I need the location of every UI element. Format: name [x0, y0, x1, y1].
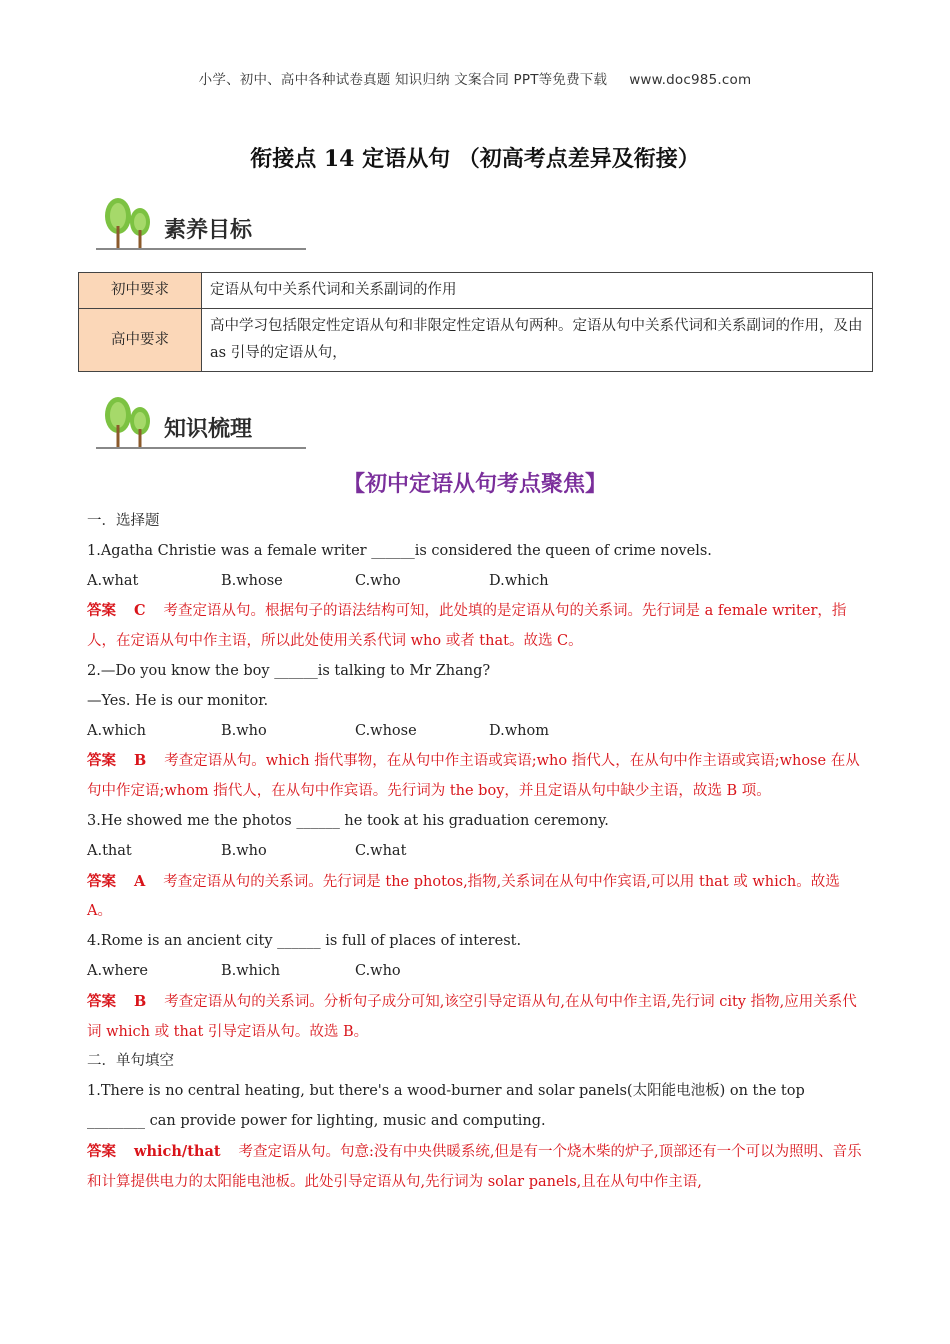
answer-value: A — [134, 872, 146, 890]
option: C.who — [355, 962, 401, 979]
option: A.that — [87, 842, 132, 859]
tree-icon — [96, 196, 162, 254]
answer-value: B — [134, 752, 147, 770]
section-banner-knowledge — [96, 395, 306, 453]
option: A.where — [87, 962, 148, 979]
option: D.which — [489, 572, 549, 589]
option: C.whose — [355, 722, 417, 739]
question-stem: 3.He showed me the photos ______ he took at his graduation ceremony. — [87, 812, 609, 829]
question-options — [87, 717, 867, 747]
header-url[interactable]: www.doc985.com — [629, 72, 752, 88]
option: C.what — [355, 842, 407, 859]
answer-explanation: 考查定语从句的关系词。分析句子成分可知,该空引导定语从句,在从句中作主语,先行词 city 指物,应用关系代词 which 或 that 引导定语从句。故选 B。 — [87, 993, 857, 1040]
requirement-text: 定语从句中关系代词和关系副词的作用 — [202, 273, 873, 309]
answer-block — [87, 867, 867, 928]
option: B.who — [221, 722, 267, 739]
requirement-label: 高中要求 — [79, 309, 202, 372]
option: B.which — [221, 962, 281, 979]
answer-block — [87, 1137, 867, 1198]
site-header — [0, 68, 950, 88]
question-options — [87, 567, 867, 597]
part1-title: 一．选择题 — [87, 513, 160, 529]
requirements-table — [78, 272, 873, 372]
option: A.which — [87, 722, 146, 739]
table-row — [79, 273, 873, 309]
answer-block — [87, 746, 867, 807]
document-title: 衔接点 14 定语从句 （初高考点差异及衔接） — [250, 146, 700, 172]
option: A.what — [87, 572, 139, 589]
question-stem: 1.There is no central heating, but there's a wood-burner and solar panels(太阳能电池板) on the top ________ can provide power for lighting, music and computing. — [87, 1083, 805, 1129]
question-options — [87, 837, 867, 867]
answer-block — [87, 596, 867, 657]
tree-icon — [96, 395, 162, 453]
banner-underline — [96, 447, 306, 449]
requirement-label: 初中要求 — [79, 273, 202, 309]
question-stem: 4.Rome is an ancient city ______ is full of places of interest. — [87, 933, 522, 950]
question-options — [87, 957, 867, 987]
requirement-text: 高中学习包括限定性定语从句和非限定性定语从句两种。定语从句中关系代词和关系副词的作用，及由 as 引导的定语从句， — [202, 309, 873, 372]
table-row — [79, 309, 873, 372]
section-label-goals: 素养目标 — [164, 218, 253, 243]
answer-label: 答案 — [87, 872, 116, 890]
answer-explanation: 考查定语从句。which 指代事物，在从句中作主语或宾语;who 指代人，在从句中作主语或宾语;whose 在从句中作定语;whom 指代人，在从句中作宾语。先行词为 the boy，并且定语从句中缺少主语，故选 B 项。 — [87, 753, 860, 800]
answer-explanation: 考查定语从句。根据句子的语法结构可知，此处填的是定语从句的关系词。先行词是 a female writer，指人，在定语从句中作主语，所以此处使用关系代词 who 或者 that。故选 C。 — [87, 603, 847, 650]
option: B.whose — [221, 572, 283, 589]
answer-value: which/that — [134, 1142, 221, 1160]
answer-explanation: 考查定语从句的关系词。先行词是 the photos,指物,关系词在从句中作宾语,可以用 that 或 which。故选 A。 — [87, 873, 840, 920]
option: C.who — [355, 572, 401, 589]
answer-label: 答案 — [87, 992, 116, 1010]
section-banner-goals — [96, 196, 306, 254]
option: B.who — [221, 842, 267, 859]
option: D.whom — [489, 722, 549, 739]
answer-label: 答案 — [87, 602, 116, 620]
answer-value: B — [134, 992, 147, 1010]
answer-value: C — [134, 602, 146, 620]
exercise-content — [87, 507, 867, 1197]
question-stem: 2.—Do you know the boy ______is talking to Mr Zhang? — [87, 662, 491, 679]
section-label-knowledge: 知识梳理 — [164, 417, 253, 442]
part2-title: 二．单句填空 — [87, 1053, 174, 1070]
header-text: 小学、初中、高中各种试卷真题 知识归纳 文案合同 PPT等免费下载 — [198, 72, 608, 88]
answer-label: 答案 — [87, 752, 116, 770]
banner-underline — [96, 248, 306, 250]
focus-title: 【初中定语从句考点聚焦】 — [342, 472, 607, 497]
question-stem: 1.Agatha Christie was a female writer ______is considered the queen of crime novels. — [87, 542, 712, 559]
answer-label: 答案 — [87, 1142, 116, 1160]
answer-block — [87, 987, 867, 1048]
question-stem-reply: —Yes. He is our monitor. — [87, 692, 269, 709]
answer-explanation: 考查定语从句。句意:没有中央供暖系统,但是有一个烧木柴的炉子,顶部还有一个可以为照明、音乐和计算提供电力的太阳能电池板。此处引导定语从句,先行词为 solar panels,且在从句中作主语, — [87, 1143, 862, 1190]
